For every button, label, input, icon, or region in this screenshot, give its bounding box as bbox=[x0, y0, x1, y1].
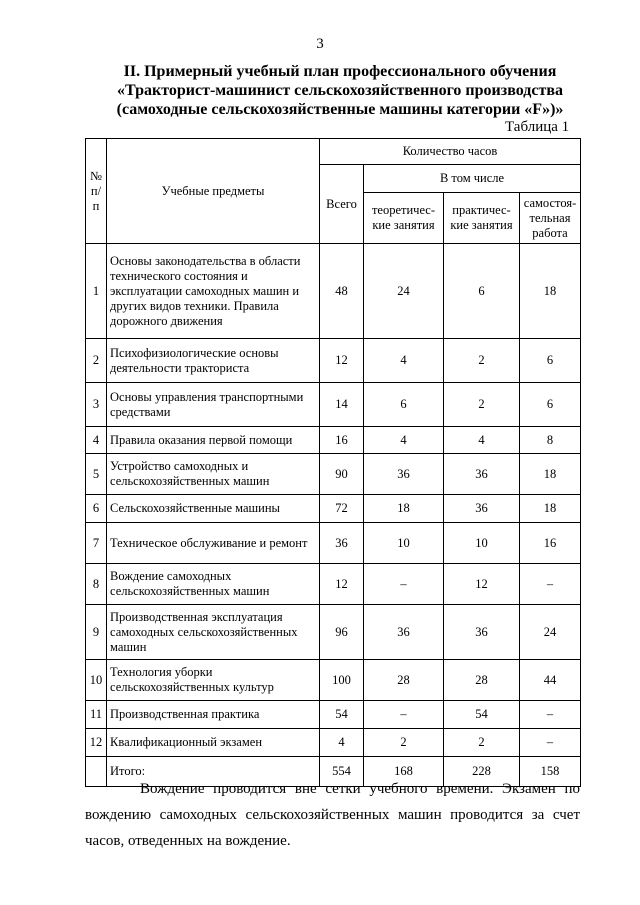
row-total-hours: 48 bbox=[320, 244, 364, 339]
note-paragraph: Вождение проводится вне сетки учебного времени. Экзамен по вождению самоходных сельскохозяйственных машин проводится за счет часов, отведенных на вождение. bbox=[85, 781, 580, 849]
row-subject: Устройство самоходных и сельскохозяйственных машин bbox=[107, 454, 320, 495]
row-self-study-hours: – bbox=[520, 729, 581, 757]
row-number: 3 bbox=[86, 383, 107, 427]
row-self-study-hours: 18 bbox=[520, 244, 581, 339]
header-self-study: самостоя-тельная работа bbox=[520, 193, 581, 244]
header-hours: Количество часов bbox=[320, 139, 581, 165]
row-theory-hours: 2 bbox=[364, 729, 444, 757]
row-number: 10 bbox=[86, 660, 107, 701]
row-self-study-hours: 16 bbox=[520, 523, 581, 564]
total-practice: 228 bbox=[444, 757, 520, 787]
row-total-hours: 36 bbox=[320, 523, 364, 564]
table-row bbox=[86, 383, 581, 427]
row-self-study-hours: 44 bbox=[520, 660, 581, 701]
row-theory-hours: 4 bbox=[364, 339, 444, 383]
table-row bbox=[86, 729, 581, 757]
table-row bbox=[86, 523, 581, 564]
row-practice-hours: 2 bbox=[444, 383, 520, 427]
row-theory-hours: 36 bbox=[364, 605, 444, 660]
row-practice-hours: 4 bbox=[444, 427, 520, 454]
row-theory-hours: 36 bbox=[364, 454, 444, 495]
row-subject: Техническое обслуживание и ремонт bbox=[107, 523, 320, 564]
row-subject: Производственная практика bbox=[107, 701, 320, 729]
row-total-hours: 12 bbox=[320, 339, 364, 383]
table-row bbox=[86, 454, 581, 495]
row-self-study-hours: 18 bbox=[520, 454, 581, 495]
table-row bbox=[86, 605, 581, 660]
row-theory-hours: 6 bbox=[364, 383, 444, 427]
row-practice-hours: 10 bbox=[444, 523, 520, 564]
row-total-hours: 4 bbox=[320, 729, 364, 757]
total-label: Итого: bbox=[107, 757, 320, 787]
header-total: Всего bbox=[320, 165, 364, 244]
row-practice-hours: 6 bbox=[444, 244, 520, 339]
header-number: № п/ п bbox=[86, 139, 107, 244]
page-number: 3 bbox=[316, 36, 324, 52]
row-subject: Сельскохозяйственные машины bbox=[107, 495, 320, 523]
row-number: 5 bbox=[86, 454, 107, 495]
row-total-hours: 16 bbox=[320, 427, 364, 454]
row-total-hours: 72 bbox=[320, 495, 364, 523]
row-practice-hours: 2 bbox=[444, 729, 520, 757]
title-line-3: (самоходные сельскохозяйственные машины категории «F»)» bbox=[116, 101, 564, 118]
row-self-study-hours: 24 bbox=[520, 605, 581, 660]
table-row bbox=[86, 427, 581, 454]
header-practice: практичес-кие занятия bbox=[444, 193, 520, 244]
document-title bbox=[60, 62, 620, 119]
row-theory-hours: 28 bbox=[364, 660, 444, 701]
row-self-study-hours: 6 bbox=[520, 383, 581, 427]
row-subject: Основы управления транспортными средствами bbox=[107, 383, 320, 427]
total-hours: 554 bbox=[320, 757, 364, 787]
row-number: 2 bbox=[86, 339, 107, 383]
row-subject: Вождение самоходных сельскохозяйственных машин bbox=[107, 564, 320, 605]
header-subject: Учебные предметы bbox=[107, 139, 320, 244]
table-row bbox=[86, 244, 581, 339]
row-number: 11 bbox=[86, 701, 107, 729]
row-self-study-hours: 6 bbox=[520, 339, 581, 383]
total-self-study: 158 bbox=[520, 757, 581, 787]
row-number: 4 bbox=[86, 427, 107, 454]
row-total-hours: 100 bbox=[320, 660, 364, 701]
table-row bbox=[86, 339, 581, 383]
table-row bbox=[86, 660, 581, 701]
row-number: 7 bbox=[86, 523, 107, 564]
row-theory-hours: – bbox=[364, 564, 444, 605]
row-subject: Технология уборки сельскохозяйственных культур bbox=[107, 660, 320, 701]
row-theory-hours: – bbox=[364, 701, 444, 729]
header-theory: теоретичес-кие занятия bbox=[364, 193, 444, 244]
row-total-hours: 14 bbox=[320, 383, 364, 427]
row-self-study-hours: – bbox=[520, 701, 581, 729]
table-row bbox=[86, 495, 581, 523]
row-number: 9 bbox=[86, 605, 107, 660]
row-practice-hours: 54 bbox=[444, 701, 520, 729]
total-theory: 168 bbox=[364, 757, 444, 787]
row-self-study-hours: 8 bbox=[520, 427, 581, 454]
row-self-study-hours: 18 bbox=[520, 495, 581, 523]
curriculum-table bbox=[85, 138, 581, 787]
row-practice-hours: 12 bbox=[444, 564, 520, 605]
table-row bbox=[86, 701, 581, 729]
row-total-hours: 54 bbox=[320, 701, 364, 729]
row-number: 6 bbox=[86, 495, 107, 523]
row-practice-hours: 36 bbox=[444, 605, 520, 660]
row-practice-hours: 36 bbox=[444, 454, 520, 495]
row-self-study-hours: – bbox=[520, 564, 581, 605]
row-subject: Производственная эксплуатация самоходных сельскохозяйственных машин bbox=[107, 605, 320, 660]
row-total-hours: 96 bbox=[320, 605, 364, 660]
row-subject: Правила оказания первой помощи bbox=[107, 427, 320, 454]
table-row bbox=[86, 564, 581, 605]
row-theory-hours: 24 bbox=[364, 244, 444, 339]
row-subject: Психофизиологические основы деятельности тракториста bbox=[107, 339, 320, 383]
title-line-2: «Тракторист-машинист сельскохозяйственного производства bbox=[117, 82, 563, 99]
row-theory-hours: 18 bbox=[364, 495, 444, 523]
title-line-1: II. Примерный учебный план профессионального обучения bbox=[123, 63, 557, 80]
row-number: 8 bbox=[86, 564, 107, 605]
row-total-hours: 90 bbox=[320, 454, 364, 495]
row-number: 12 bbox=[86, 729, 107, 757]
row-practice-hours: 36 bbox=[444, 495, 520, 523]
row-number: 1 bbox=[86, 244, 107, 339]
header-including: В том числе bbox=[364, 165, 581, 193]
row-practice-hours: 2 bbox=[444, 339, 520, 383]
row-subject: Основы законодательства в области технического состояния и эксплуатации самоходных машин и других видов техники. Правила дорожного движения bbox=[107, 244, 320, 339]
row-total-hours: 12 bbox=[320, 564, 364, 605]
row-subject: Квалификационный экзамен bbox=[107, 729, 320, 757]
row-theory-hours: 4 bbox=[364, 427, 444, 454]
row-theory-hours: 10 bbox=[364, 523, 444, 564]
row-practice-hours: 28 bbox=[444, 660, 520, 701]
table-caption: Таблица 1 bbox=[505, 119, 570, 135]
